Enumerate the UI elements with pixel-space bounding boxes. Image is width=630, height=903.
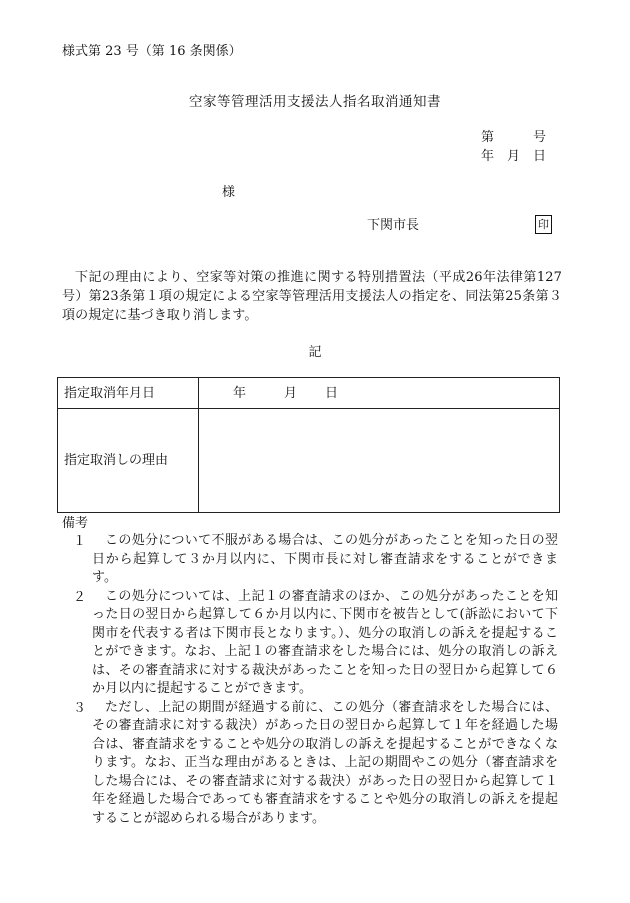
addressee-suffix: 様 — [222, 185, 236, 200]
detail-table — [57, 377, 560, 513]
month-unit: 月 — [284, 385, 298, 401]
document-number-line: 第 号 — [481, 130, 547, 145]
cancellation-date-value — [199, 378, 560, 409]
table-row — [58, 378, 560, 409]
note-text: この処分については、上記１の審査請求のほか、この処分があったことを知った日の翌日から起算して６か月以内に､下関市を被告として(訴訟において下関市を代表する者は下関市長となります。）、処分の取消しの訴えを提起することができます。なお、上記１の審査請求をした場合には、処分の取消しの訴えは、その審査請求に対する裁決があったことを知った日の翌日から起算して６か月以内に提起することができます。 — [92, 588, 558, 696]
list-item — [62, 588, 558, 699]
table-row — [58, 409, 560, 513]
body-paragraph: 下記の理由により、空家等対策の推進に関する特別措置法（平成26年法律第127号）第23条第１項の規定による空家等管理活用支援法人の指定を、同法第25条第３項の規定に基づき取り消します。 — [62, 270, 562, 323]
document-title: 空家等管理活用支援法人指名取消通知書 — [189, 94, 441, 110]
notes-heading: 備考 — [62, 516, 89, 531]
note-text: この処分について不服がある場合は、この処分があったことを知った日の翌日から起算して３か月以内に、下関市長に対し審査請求をすることができます。 — [92, 533, 558, 585]
note-text: ただし、上記の期間が経過する前に、この処分（審査請求をした場合には、その審査請求に対する裁決）があった日の翌日から起算して１年を経過した場合は、審査請求をすることや処分の取消しの訴えを提起することができなくなります。なお、正当な理由があるときは、上記の期間やこの処分（審査請求をした場合には、その審査請求に対する裁決）があった日の翌日から起算して１年を経過した場合であっても審査請求をすることや処分の取消しの訴えを提起することが認められる場合があります。 — [92, 699, 558, 826]
list-item — [62, 699, 558, 829]
notes-list — [62, 532, 558, 828]
sender-name: 下関市長 — [367, 218, 420, 233]
cancellation-date-label: 指定取消年月日 — [58, 378, 199, 409]
day-unit: 日 — [325, 385, 339, 401]
note-number: ２ — [72, 589, 86, 605]
year-unit: 年 — [233, 385, 247, 401]
document-date-line: 年 月 日 — [481, 149, 547, 164]
cancellation-reason-label: 指定取消しの理由 — [58, 409, 199, 513]
ki-heading: 記 — [308, 345, 322, 360]
form-number: 様式第 23 号（第 16 条関係） — [62, 44, 242, 59]
list-item — [62, 532, 558, 588]
cancellation-reason-value — [199, 409, 560, 513]
note-number: ３ — [72, 700, 86, 716]
seal-stamp: 印 — [535, 215, 552, 234]
note-number: １ — [72, 534, 86, 549]
